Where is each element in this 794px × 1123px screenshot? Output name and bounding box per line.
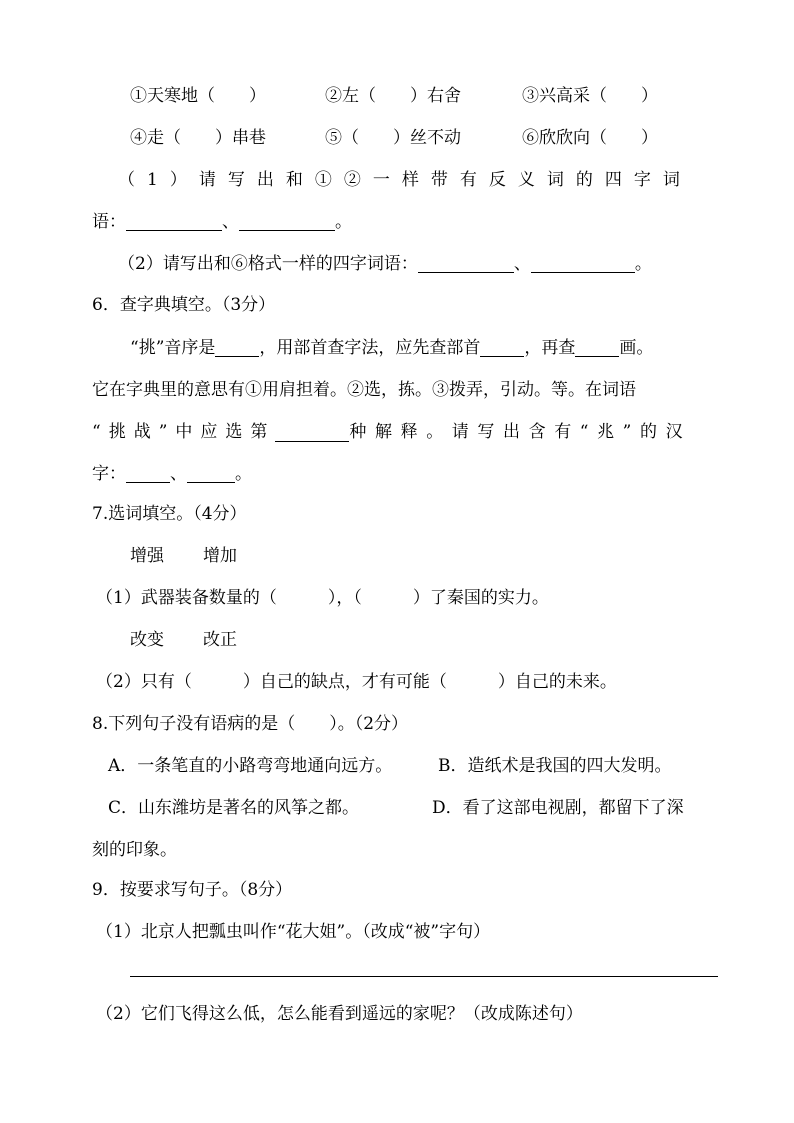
q6-line4-separator: 、 [170,464,187,484]
q7-word-option-2: 增加 [203,546,237,566]
q5-option-2: ②左（ ）右舍 [325,86,461,106]
q5-option-5: ⑤（ ）丝不动 [325,128,461,148]
q5-sub2-prefix: （2）请写出和⑥格式一样的四字词语： [118,254,418,274]
answer-blank-q5-1b[interactable] [239,212,335,231]
q7-sub2: （2）只有（ ）自己的缺点，才有可能（ ）自己的未来。 [96,672,617,692]
q8-option-a: A．一条笔直的小路弯弯地通向远方。 [108,756,393,776]
q8-option-b: B．造纸术是我国的四大发明。 [438,756,672,776]
q5-sub2-separator: 、 [513,254,531,274]
q7-title: 7.选词填空。（4分） [92,504,247,524]
q6-line4-prefix: 字： [92,464,126,484]
q5-sub2-line [118,252,652,276]
answer-blank-q5-2a[interactable] [418,254,514,273]
answer-blank-q6-radical[interactable] [480,338,524,357]
q5-option-3: ③兴高采（ ） [522,86,658,106]
q6-line4 [92,462,252,486]
q6-line3 [92,420,704,444]
q5-option-6: ⑥欣欣向（ ） [522,128,658,148]
answer-blank-q6-char2[interactable] [187,464,235,483]
q6-line1-text-a: “挑”音序是 [130,338,216,358]
q6-line4-end: 。 [235,464,252,484]
q8-title: 8.下列句子没有语病的是（ ）。（2分） [92,714,409,734]
q6-line1 [130,336,653,360]
q7-word-option-3: 改变 [130,630,164,650]
answer-blank-q6-order[interactable] [215,338,259,357]
q6-line1-text-c: ，再查 [524,338,576,358]
q8-option-d-continued: 刻的印象。 [92,840,177,860]
q5-option-1: ①天寒地（ ） [130,86,266,106]
answer-blank-q6-strokes[interactable] [575,338,619,357]
q9-sub1: （1）北京人把瓢虫叫作“花大姐”。（改成“被”字句） [96,922,491,942]
answer-blank-q6-meaning[interactable] [275,423,349,442]
q5-sub1-prefix: 语： [92,212,126,232]
answer-blank-q5-2b[interactable] [531,254,635,273]
q6-line2: 它在字典里的意思有①用肩担着。②选，拣。③拨弄，引动。等。在词语 [92,380,636,400]
q7-word-option-4: 改正 [203,630,237,650]
answer-line-q9-1[interactable] [130,976,718,977]
q6-line3-text-b: 种解释。请写出含有“兆”的汉 [349,422,692,442]
answer-blank-q6-char1[interactable] [126,464,170,483]
q6-line3-text-a: “挑战”中应选第 [92,422,276,442]
q5-sub1-line2 [92,210,352,234]
q5-sub2-end: 。 [634,254,652,274]
q7-word-option-1: 增强 [130,546,164,566]
q7-sub1: （1）武器装备数量的（ ），（ ）了秦国的实力。 [96,588,549,608]
q9-title: 9．按要求写句子。（8分） [92,880,293,900]
q8-option-c: C．山东潍坊是著名的风筝之都。 [108,798,360,818]
q6-title: 6．查字典填空。（3分） [92,295,276,315]
q5-sub1-line1: （1）请写出和①②一样带有反义词的四字词 [118,170,692,190]
q5-option-4: ④走（ ）串巷 [130,128,266,148]
q6-line1-text-b: ，用部首查字法，应先查部首 [259,338,481,358]
q9-sub2: （2）它们飞得这么低，怎么能看到遥远的家呢？（改成陈述句） [96,1004,583,1024]
q5-sub1-end: 。 [335,212,352,232]
q5-sub1-separator: 、 [222,212,239,232]
q8-option-d: D．看了这部电视剧，都留下了深 [432,798,684,818]
q6-line1-text-d: 画。 [619,338,654,358]
answer-blank-q5-1a[interactable] [126,212,222,231]
